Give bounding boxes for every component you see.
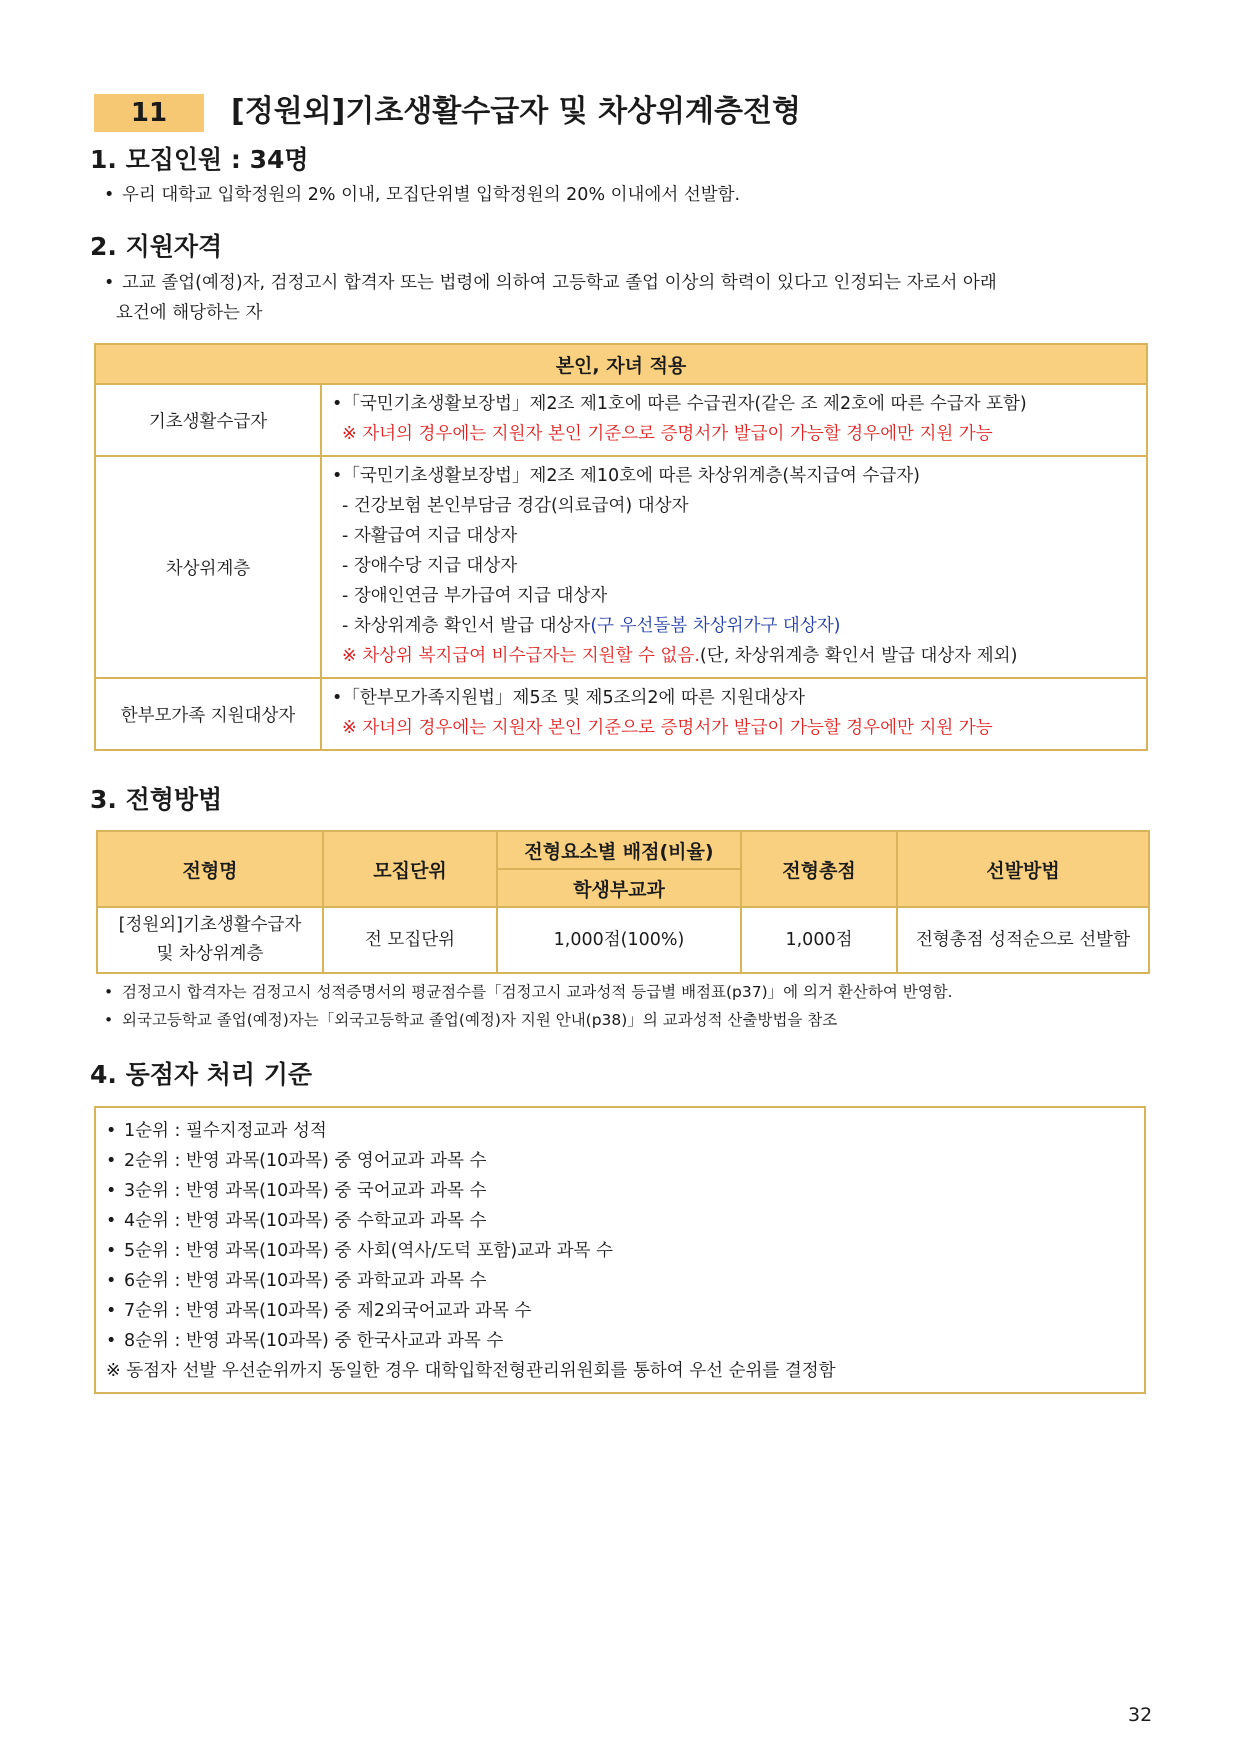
row-label-near-poor: 차상위계층 xyxy=(95,456,321,678)
recruitment-note: • 우리 대학교 입학정원의 2% 이내, 모집단위별 입학정원의 20% 이내에서 선발함. xyxy=(104,180,740,210)
list-item: • 3순위 : 반영 과목(10과목) 중 국어교과 과목 수 xyxy=(106,1176,1134,1206)
list-item: • 7순위 : 반영 과목(10과목) 중 제2외국어교과 과목 수 xyxy=(106,1296,1134,1326)
cell-method: 전형총점 성적순으로 선발함 xyxy=(897,907,1149,973)
bullet-icon: • xyxy=(106,1271,117,1291)
list-item: • 1순위 : 필수지정교과 성적 xyxy=(106,1116,1134,1146)
cell-total: 1,000점 xyxy=(741,907,897,973)
heading-recruitment: 1. 모집인원 : 34명 xyxy=(90,145,309,174)
bullet-icon: • xyxy=(106,1121,117,1141)
col-header-name: 전형명 xyxy=(97,831,323,907)
bullet-icon: • xyxy=(106,1211,117,1231)
bullet-icon: • xyxy=(104,273,115,293)
page-number: 32 xyxy=(1128,1704,1153,1726)
heading-method: 3. 전형방법 xyxy=(90,785,223,814)
row-label-basic: 기초생활수급자 xyxy=(95,384,321,456)
list-item: • 8순위 : 반영 과목(10과목) 중 한국사교과 과목 수 xyxy=(106,1326,1134,1356)
page-title: [정원외]기초생활수급자 및 차상위계층전형 xyxy=(231,94,801,129)
eligibility-table-header: 본인, 자녀 적용 xyxy=(95,344,1147,384)
cell-score: 1,000점(100%) xyxy=(497,907,741,973)
col-header-score-sub: 학생부교과 xyxy=(497,869,741,907)
col-header-unit: 모집단위 xyxy=(323,831,497,907)
bullet-icon: • xyxy=(106,1301,117,1321)
list-item: • 2순위 : 반영 과목(10과목) 중 영어교과 과목 수 xyxy=(106,1146,1134,1176)
tiebreak-box xyxy=(94,1106,1146,1394)
list-item: • 6순위 : 반영 과목(10과목) 중 과학교과 과목 수 xyxy=(106,1266,1134,1296)
row-content-near-poor: •「국민기초생활보장법」제2조 제10호에 따른 차상위계층(복지급여 수급자) - 건강보험 본인부담금 경감(의료급여) 대상자 - 자활급여 지급 대상자 - 장애수당 지급 대상자 - 장애인연금 부가급여 지급 대상자 - 차상위계층 확인서 발급 대상자(구 우선돌봄 차상위가구 대상자) ※ 차상위 복지급여 비수급자는 지원할 수 없음.(단, 차상위계층 확인서 발급 대상자 제외) xyxy=(321,456,1147,678)
cell-name: [정원외]기초생활수급자 및 차상위계층 xyxy=(97,907,323,973)
row-content-basic: •「국민기초생활보장법」제2조 제1호에 따른 수급권자(같은 조 제2호에 따른 수급자 포함) ※ 자녀의 경우에는 지원자 본인 기준으로 증명서가 발급이 가능할 경우에만 지원 가능 xyxy=(321,384,1147,456)
method-notes: • 검정고시 합격자는 검정고시 성적증명서의 평균점수를「검정고시 교과성적 등급별 배점표(p37)」에 의거 환산하여 반영함. • 외국고등학교 졸업(예정)자는「외국고등학교 졸업(예정)자 지원 안내(p38)」의 교과성적 산출방법을 참조 xyxy=(104,978,953,1034)
col-header-total: 전형총점 xyxy=(741,831,897,907)
list-item: • 5순위 : 반영 과목(10과목) 중 사회(역사/도덕 포함)교과 과목 수 xyxy=(106,1236,1134,1266)
row-content-single-parent: •「한부모가족지원법」제5조 및 제5조의2에 따른 지원대상자 ※ 자녀의 경우에는 지원자 본인 기준으로 증명서가 발급이 가능할 경우에만 지원 가능 xyxy=(321,678,1147,750)
bullet-icon: • xyxy=(106,1241,117,1261)
row-label-single-parent: 한부모가족 지원대상자 xyxy=(95,678,321,750)
list-item: • 4순위 : 반영 과목(10과목) 중 수학교과 과목 수 xyxy=(106,1206,1134,1236)
bullet-icon: • xyxy=(104,185,115,205)
bullet-icon: • xyxy=(104,983,114,1001)
bullet-icon: • xyxy=(106,1331,117,1351)
col-header-score: 전형요소별 배점(비율) xyxy=(497,831,741,869)
cell-unit: 전 모집단위 xyxy=(323,907,497,973)
bullet-icon: • xyxy=(106,1181,117,1201)
col-header-method: 선발방법 xyxy=(897,831,1149,907)
bullet-icon: • xyxy=(106,1151,117,1171)
eligibility-text: • 고교 졸업(예정)자, 검정고시 합격자 또는 법령에 의하여 고등학교 졸업 이상의 학력이 있다고 인정되는 자로서 아래 요건에 해당하는 자 xyxy=(104,268,1154,328)
eligibility-table xyxy=(94,343,1148,751)
section-number-badge: 11 xyxy=(94,94,204,132)
heading-tiebreak: 4. 동점자 처리 기준 xyxy=(90,1060,313,1089)
heading-eligibility: 2. 지원자격 xyxy=(90,232,223,261)
bullet-icon: • xyxy=(104,1011,114,1029)
tiebreak-note: ※ 동점자 선발 우선순위까지 동일한 경우 대학입학전형관리위원회를 통하여 우선 순위를 결정함 xyxy=(106,1361,836,1381)
method-table xyxy=(96,830,1150,974)
